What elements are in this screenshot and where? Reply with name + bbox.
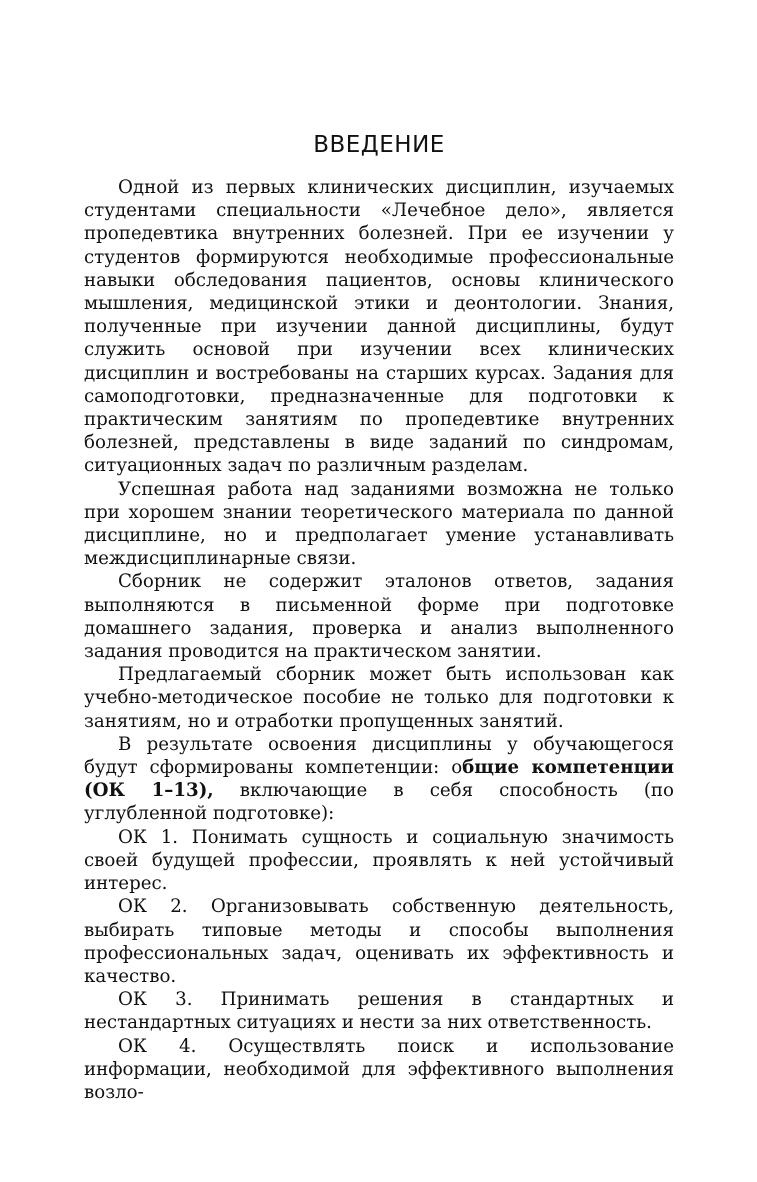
competency-ok3: ОК 3. Принимать решения в стандартных и нестандартных ситуациях и нести за них ответственность.	[84, 989, 674, 1034]
paragraph-competencies	[84, 733, 674, 826]
paragraph-success: Успешная работа над заданиями возможна не только при хорошем знании теоретического материала по данной дисциплине, но и предполагает умение устанавливать междисциплинарные связи.	[84, 478, 674, 570]
page-content	[84, 128, 674, 1104]
competencies-bold: бщие компетенции (ОК 1–13),	[84, 757, 674, 802]
paragraph-usage: Предлагаемый сборник может быть использован как учебно-методическое пособие не только для подготовки к занятиям, но и отработки пропущенных занятий.	[84, 664, 674, 732]
competencies-text-end: включающие в себя способность (по углубленной подготовке):	[84, 780, 674, 825]
competency-ok4: ОК 4. Осуществлять поиск и использование информации, необходимой для эффективного выполнения возло-	[84, 1035, 674, 1103]
competencies-text-start: В результате освоения дисциплины у обучающегося будут сформированы компетенции: о	[84, 733, 674, 779]
competency-ok2: ОК 2. Организовывать собственную деятельность, выбирать типовые методы и способы выполнения профессиональных задач, оценивать их эффективность и качество.	[84, 896, 674, 987]
page-title: ВВЕДЕНИЕ	[313, 132, 445, 158]
paragraph-intro: Одной из первых клинических дисциплин, изучаемых студентами специальности «Лечебное дело», является пропедевтика внутренних болезней. При ее изучении у студентов формируются необходимые профессиональные навыки обследования пациентов, основы клинического мышления, медицинской этики и деонтологии. Знания, полученные при изучении данной дисциплины, будут служить основой при изучении всех клинических дисциплин и востребованы на старших курсах. Задания для самоподготовки, предназначенные для подготовки к практическим занятиям по пропедевтике внутренних болезней, представлены в виде заданий по синдромам, ситуационных задач по различным разделам.	[84, 177, 674, 477]
competency-ok1: ОК 1. Понимать сущность и социальную значимость своей будущей профессии, проявлять к ней устойчивый интерес.	[84, 826, 674, 895]
paragraph-collection: Сборник не содержит эталонов ответов, задания выполняются в письменной форме при подготовке домашнего задания, проверка и анализ выполненного задания проводится на практическом занятии.	[84, 571, 674, 663]
